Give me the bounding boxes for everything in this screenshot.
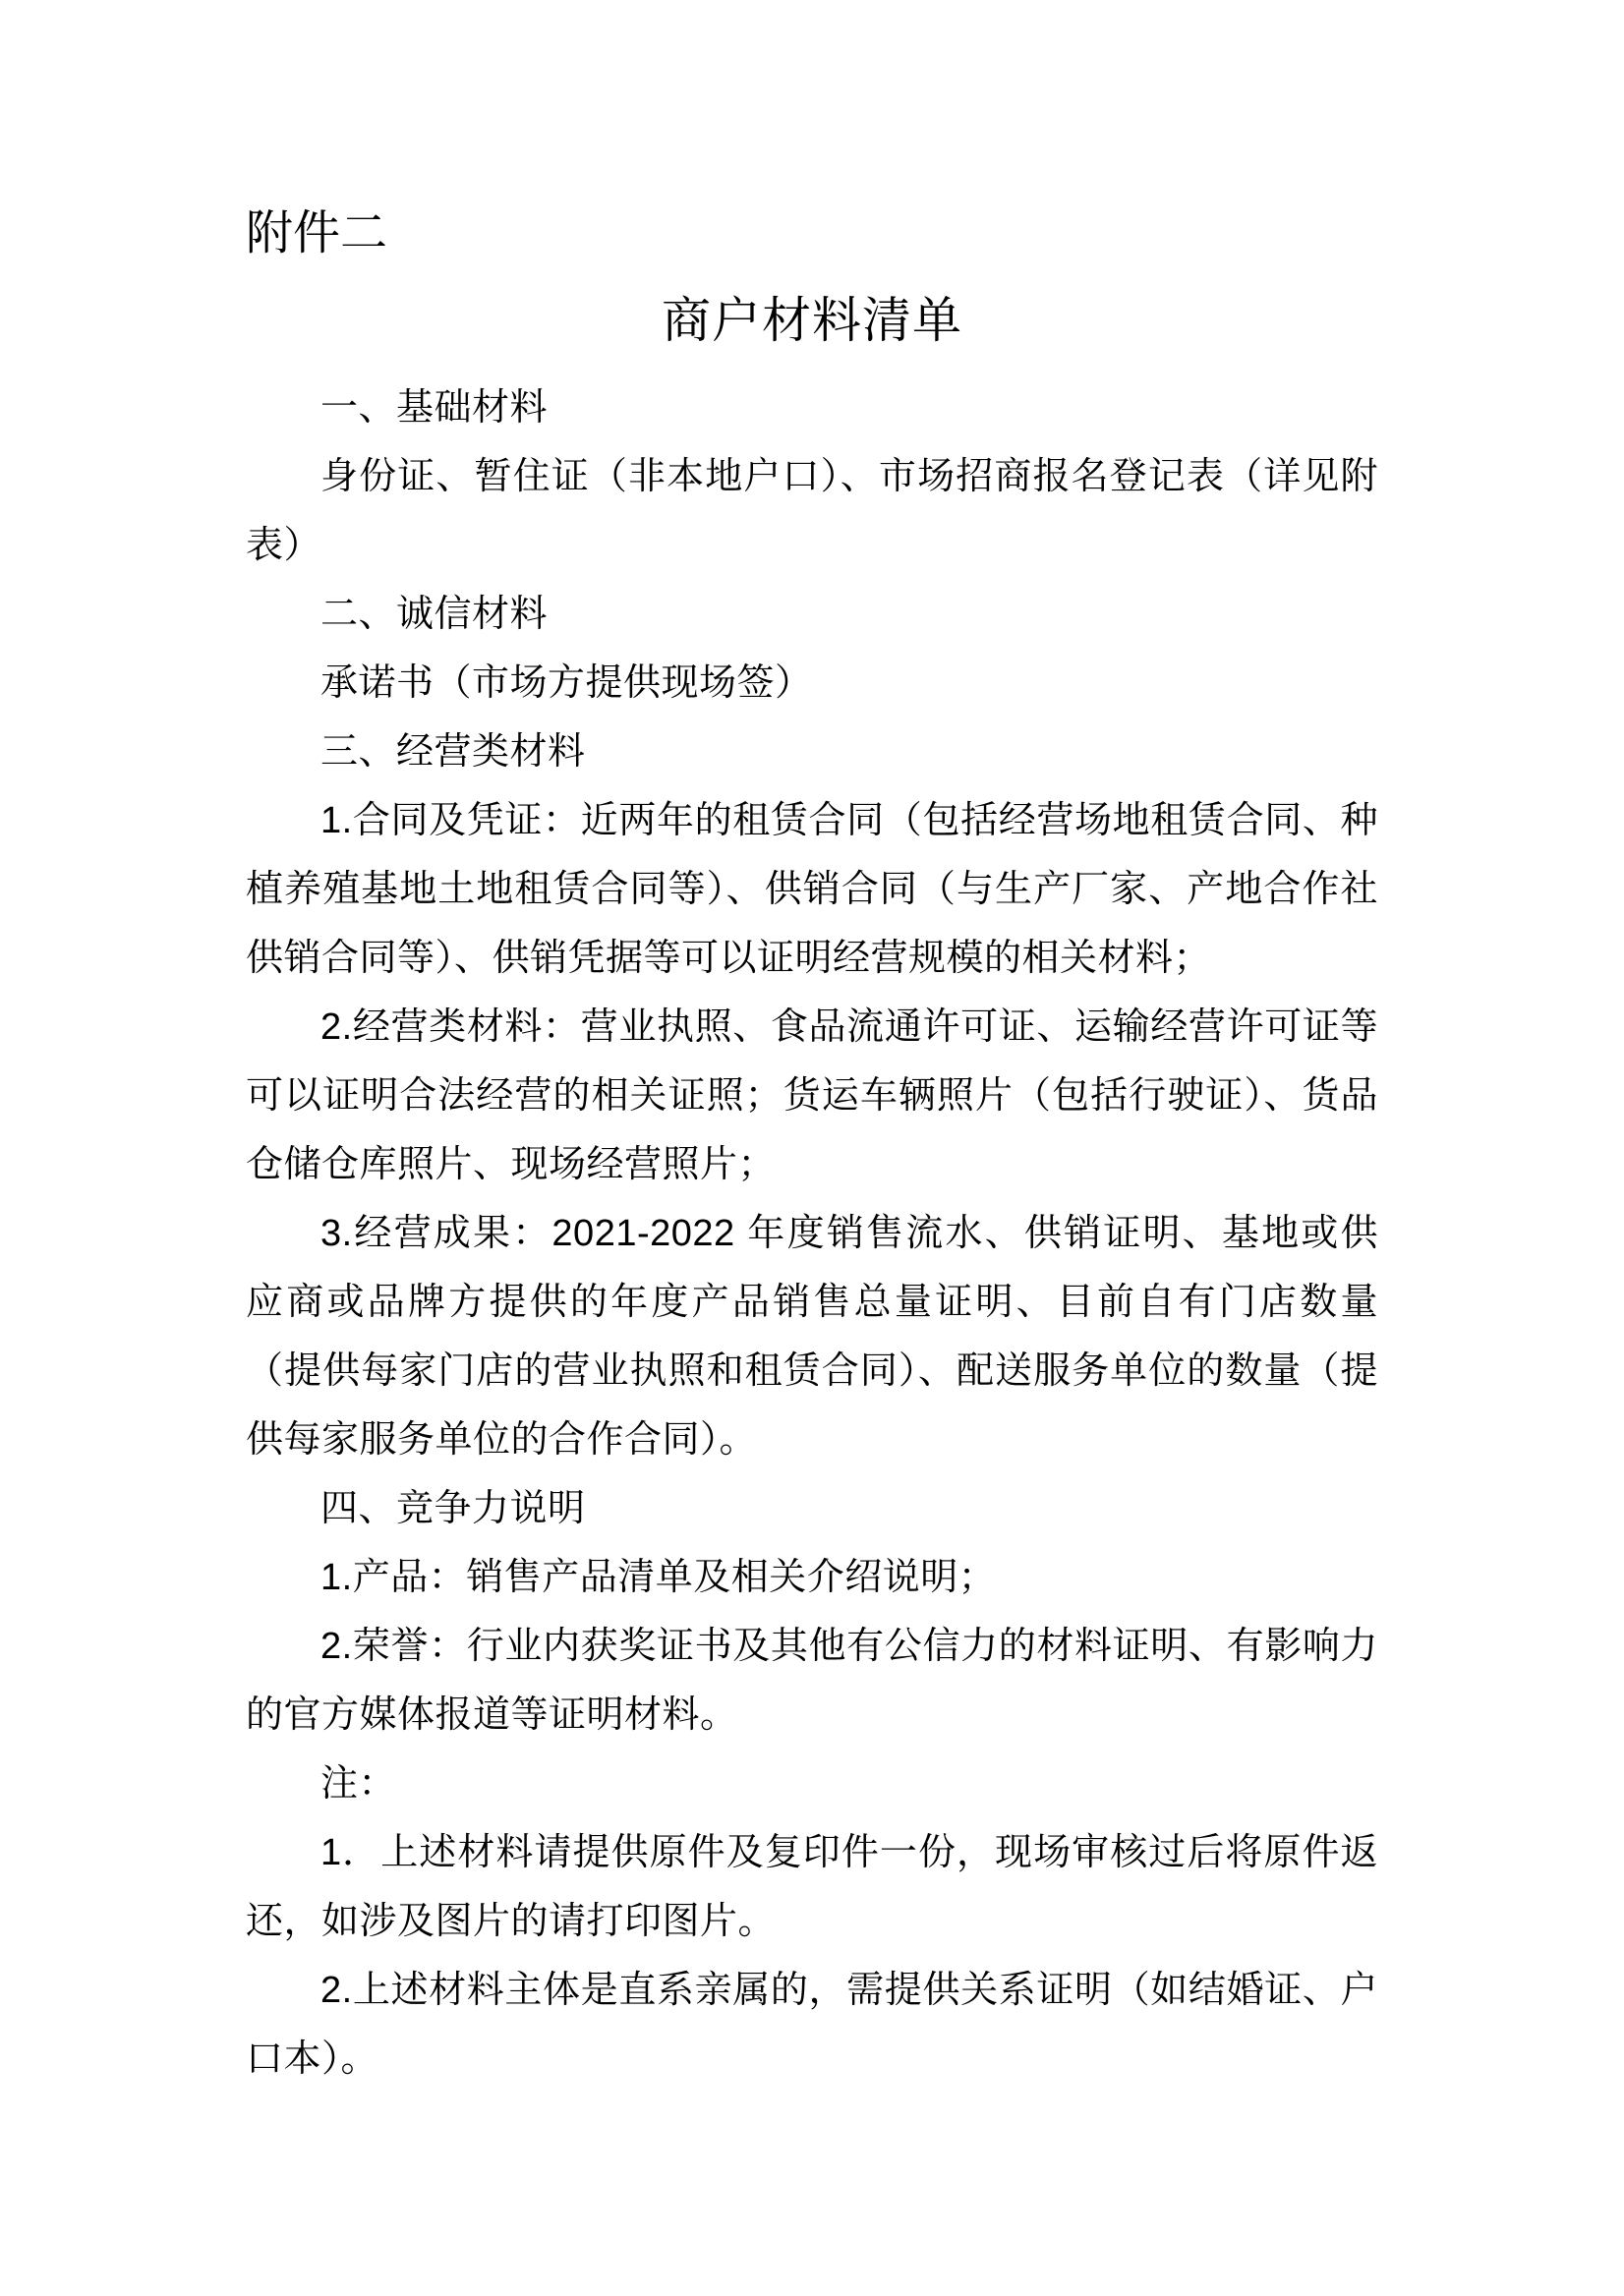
- paragraph: 1.合同及凭证：近两年的租赁合同（包括经营场地租赁合同、种植养殖基地土地租赁合同等）、供销合同（与生产厂家、产地合作社供销合同等）、供销凭据等可以证明经营规模的相关材料；: [246, 800, 1378, 979]
- paragraph: 3.经营成果：2021-2022 年度销售流水、供销证明、基地或供应商或品牌方提供的年度产品销售总量证明、目前自有门店数量（提供每家门店的营业执照和租赁合同）、配送服务单位的数量（提供每家服务单位的合作合同）。: [246, 1213, 1378, 1461]
- attachment-label: 附件二: [246, 207, 388, 259]
- section-heading: 三、经营类材料: [320, 731, 586, 773]
- paragraph: 1．上述材料请提供原件及复印件一份，现场审核过后将原件返还，如涉及图片的请打印图片。: [246, 1832, 1378, 1942]
- paragraph: 2.经营类材料：营业执照、食品流通许可证、运输经营许可证等可以证明合法经营的相关证照；货运车辆照片（包括行驶证）、货品仓储仓库照片、现场经营照片；: [246, 1006, 1378, 1185]
- document-title: 商户材料清单: [662, 293, 962, 348]
- paragraph: 承诺书（市场方提供现场签）: [320, 662, 813, 704]
- note-label: 注：: [320, 1763, 397, 1805]
- section-heading: 四、竞争力说明: [320, 1488, 586, 1529]
- section-heading: 二、诚信材料: [320, 594, 549, 635]
- paragraph: 2.荣誉：行业内获奖证书及其他有公信力的材料证明、有影响力的官方媒体报道等证明材料。: [246, 1626, 1378, 1736]
- document-body: [246, 373, 1378, 2094]
- section-heading: 一、基础材料: [320, 387, 549, 429]
- paragraph: 身份证、暂住证（非本地户口）、市场招商报名登记表（详见附表）: [246, 456, 1378, 566]
- paragraph: 2.上述材料主体是直系亲属的，需提供关系证明（如结婚证、户口本）。: [246, 1970, 1378, 2080]
- paragraph: 1.产品：销售产品清单及相关介绍说明；: [320, 1557, 997, 1598]
